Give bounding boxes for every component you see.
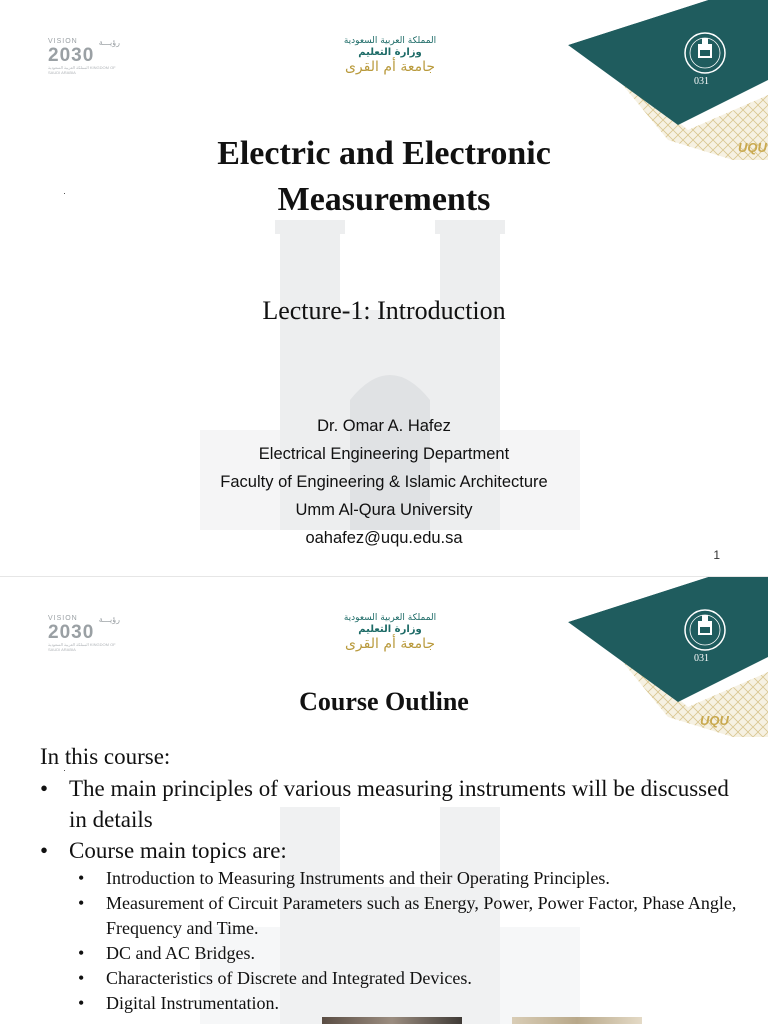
intro-text: In this course: [40, 744, 171, 769]
vision-year: 2030 [48, 622, 95, 643]
ministry-university-logo [325, 36, 455, 75]
slide-title-line-1: Electric and Electronic [217, 135, 551, 172]
vision-2030-logo [48, 38, 120, 75]
lecture-subtitle: Lecture-1: Introduction [262, 296, 506, 325]
vision-label: VISION [48, 615, 78, 622]
vision-subtext: المملكة العربية السعودية KINGDOM OF SAUDI ARABIA [48, 65, 116, 75]
list-item: • Introduction to Measuring Instruments and their Operating Principles. [78, 866, 748, 891]
emblem-number: 031 [694, 653, 709, 664]
main-bullet-list [40, 773, 740, 866]
instrument-photo [322, 1017, 462, 1024]
vision-label: VISION [48, 38, 78, 45]
university-emblem-icon [680, 28, 730, 78]
course-outline-title: Course Outline [299, 687, 469, 716]
stray-dot [64, 770, 65, 771]
presenter-info [84, 412, 684, 552]
instrument-photo [512, 1017, 642, 1024]
list-item: • DC and AC Bridges. [78, 941, 748, 966]
uqu-mark: UQU [700, 713, 729, 728]
vision-subtext: المملكة العربية السعودية KINGDOM OF SAUDI ARABIA [48, 642, 116, 652]
vision-arabic-label: رؤيـــة [98, 38, 120, 47]
ministry-line-2: وزارة التعليم [358, 624, 422, 635]
list-item: • The main principles of various measuring instruments will be discussed in details [40, 773, 740, 835]
uqu-mark: UQU [738, 140, 767, 155]
email-address: oahafez@uqu.edu.sa [305, 529, 463, 547]
emblem-number: 031 [694, 76, 709, 87]
ministry-line-1: المملكة العربية السعودية [343, 613, 437, 623]
vision-arabic-label: رؤيـــة [98, 615, 120, 624]
presenter-name: Dr. Omar A. Hafez [317, 417, 451, 435]
slide-2 [0, 576, 768, 1024]
list-item: • Measurement of Circuit Parameters such as Energy, Power, Power Factor, Phase Angle, Frequency and Time. [78, 891, 748, 941]
ministry-line-1: المملكة العربية السعودية [343, 36, 437, 46]
university-name: Umm Al-Qura University [295, 501, 473, 519]
list-item: • Course main topics are: [40, 835, 740, 866]
ministry-line-2: وزارة التعليم [358, 47, 422, 58]
slide-title-line-2: Measurements [277, 181, 491, 218]
department-name: Electrical Engineering Department [258, 445, 510, 463]
vision-year: 2030 [48, 45, 95, 66]
ministry-university-logo [325, 613, 455, 652]
faculty-name: Faculty of Engineering & Islamic Architecture [220, 473, 548, 491]
slide-number: 1 [713, 548, 720, 562]
list-item: • Characteristics of Discrete and Integrated Devices. [78, 966, 748, 991]
vision-2030-logo [48, 615, 120, 652]
university-arabic-name: جامعة أم القرى [344, 59, 436, 75]
list-item: • Digital Instrumentation. [78, 991, 748, 1016]
topic-bullet-list [78, 866, 748, 1016]
stray-dot [64, 193, 65, 194]
university-emblem-icon [680, 605, 730, 655]
university-arabic-name: جامعة أم القرى [344, 636, 436, 652]
